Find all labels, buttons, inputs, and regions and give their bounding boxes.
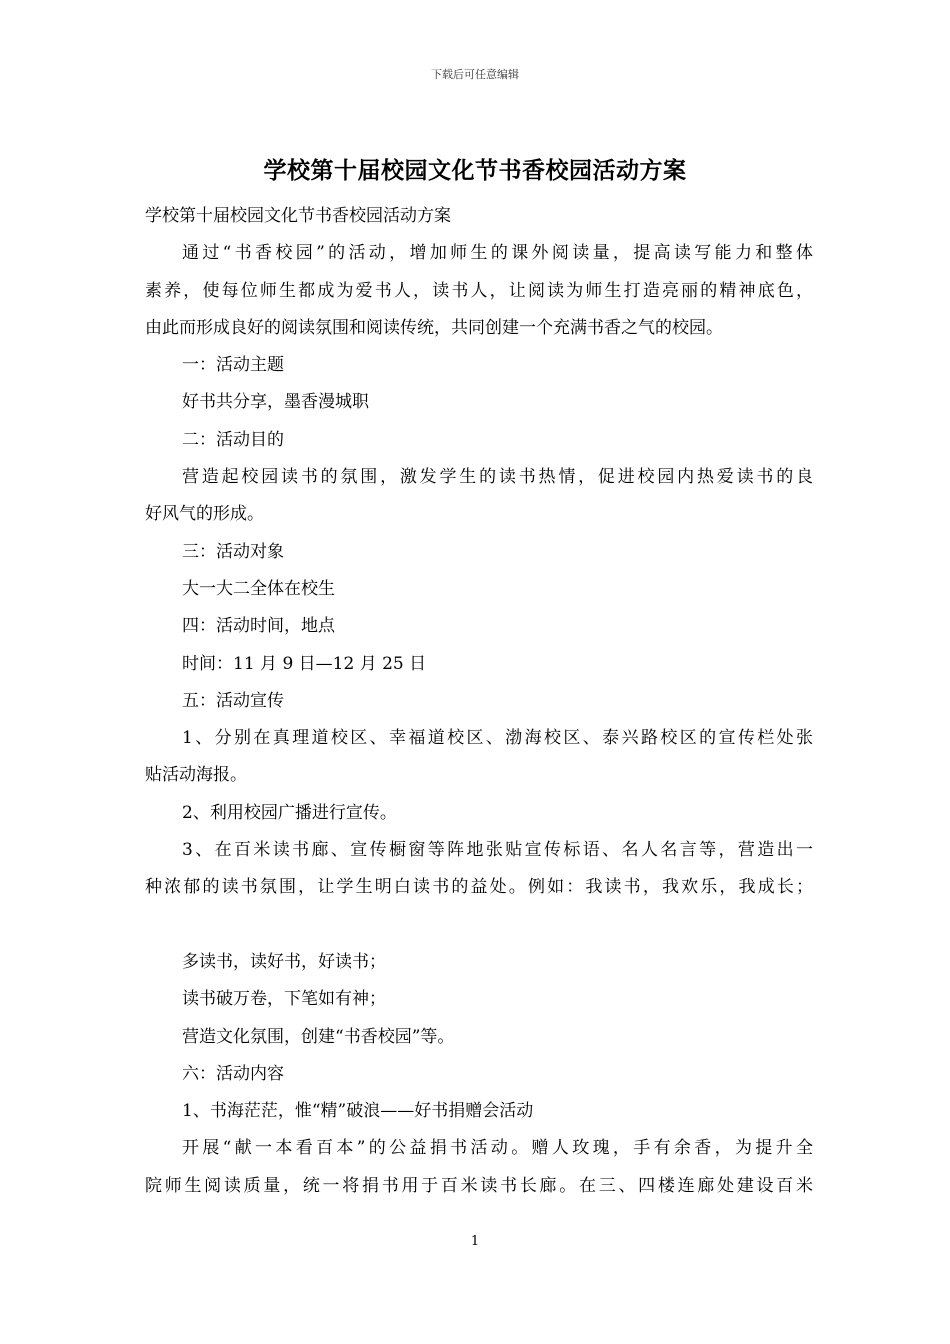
text-line: 营造起校园读书的氛围，激发学生的读书热情，促进校园内热爱读书的良 xyxy=(182,467,813,488)
text-line: 素养，使每位师生都成为爱书人，读书人，让阅读为师生打造亮丽的精神底色， xyxy=(145,280,813,301)
text-line: 开展“献一本看百本”的公益捐书活动。赠人玫瑰，手有余香，为提升全 xyxy=(182,1138,813,1159)
text-line: 3、在百米读书廊、宣传橱窗等阵地张贴宣传标语、名人名言等，营造出一 xyxy=(182,840,813,861)
text-line: 2、利用校园广播进行宣传。 xyxy=(182,802,397,823)
text-line: 读书破万卷，下笔如有神； xyxy=(182,989,386,1010)
page-number: 1 xyxy=(470,1234,480,1249)
page-header: 下载后可任意编辑 xyxy=(431,68,519,81)
text-line: 营造文化氛围，创建“书香校园”等。 xyxy=(182,1026,455,1047)
text-line: 三：活动对象 xyxy=(182,541,284,562)
text-line: 种浓郁的读书氛围，让学生明白读书的益处。例如：我读书，我欢乐，我成长； xyxy=(145,877,813,898)
text-line: 院师生阅读质量，统一将捐书用于百米读书长廊。在三、四楼连廊处建设百米 xyxy=(145,1175,813,1196)
text-line: 大一大二全体在校生 xyxy=(182,578,335,599)
text-line: 好风气的形成。 xyxy=(145,504,264,525)
text-line: 多读书，读好书，好读书； xyxy=(182,951,386,972)
document-body xyxy=(145,198,813,1205)
text-line: 贴活动海报。 xyxy=(145,765,247,786)
text-line: 1、分别在真理道校区、幸福道校区、渤海校区、泰兴路校区的宣传栏处张 xyxy=(182,728,813,749)
text-line: 二：活动目的 xyxy=(182,429,284,450)
text-line: 学校第十届校园文化节书香校园活动方案 xyxy=(145,206,451,226)
text-line: 六：活动内容 xyxy=(182,1063,284,1084)
text-line: 通过“书香校园”的活动，增加师生的课外阅读量，提高读写能力和整体 xyxy=(182,243,813,264)
text-line: 五：活动宣传 xyxy=(182,690,284,711)
text-line: 时间：11 月 9 日—12 月 25 日 xyxy=(182,653,427,674)
text-line: 一：活动主题 xyxy=(182,355,284,376)
text-line: 1、书海茫茫，惟“精”破浪——好书捐赠会活动 xyxy=(182,1101,534,1122)
text-line: 好书共分享，墨香漫城职 xyxy=(182,392,369,413)
text-line: 四：活动时间，地点 xyxy=(182,616,335,637)
text-line: 由此而形成良好的阅读氛围和阅读传统，共同创建一个充满书香之气的校园。 xyxy=(145,317,723,338)
blank-line xyxy=(145,907,813,944)
document-title: 学校第十届校园文化节书香校园活动方案 xyxy=(263,157,687,184)
